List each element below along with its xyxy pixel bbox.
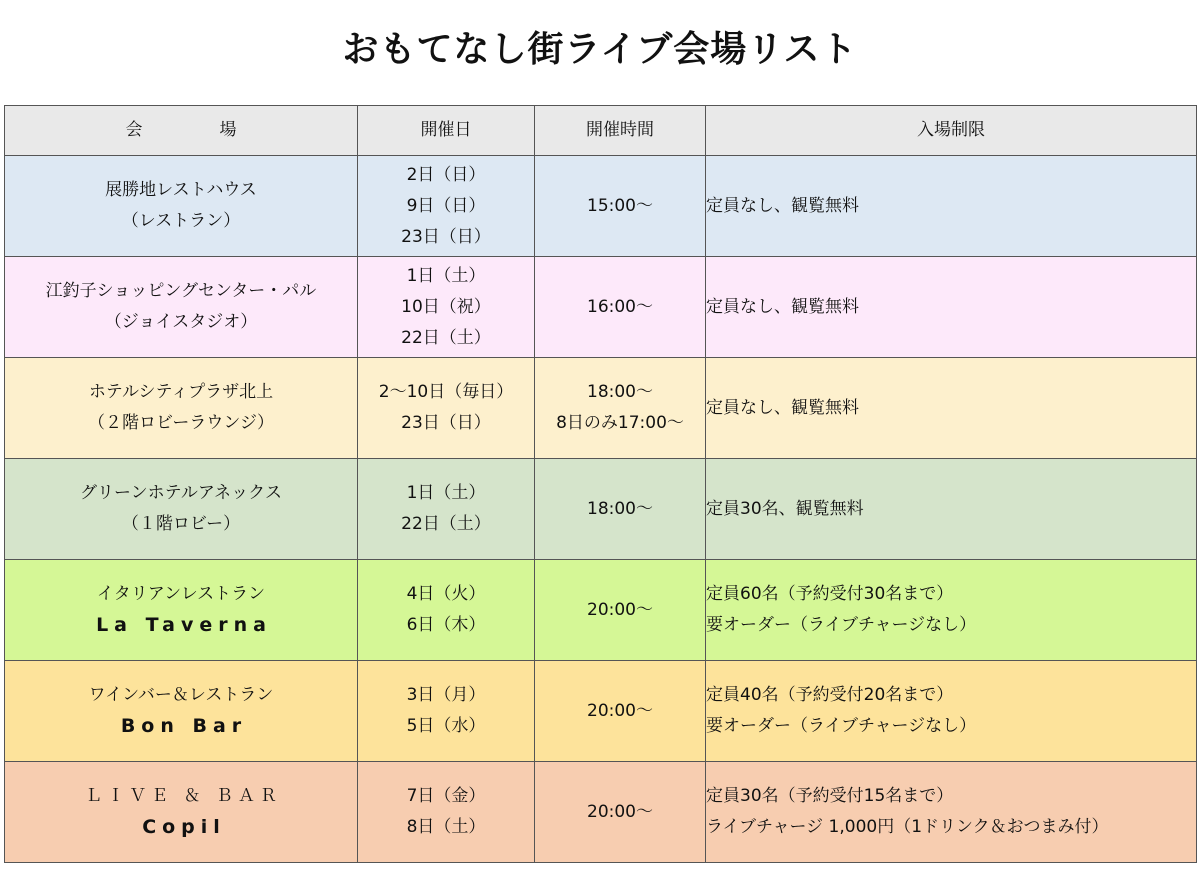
venue-cell <box>5 459 358 560</box>
date-cell <box>358 661 535 762</box>
time-entry: 18:00～ <box>587 498 653 519</box>
time-cell <box>535 661 706 762</box>
limit-entry: ライブチャージ 1,000円（1ドリンク＆おつまみ付） <box>706 817 1109 837</box>
time-entry: 20:00～ <box>587 801 653 822</box>
limit-entry: 定員なし、観覧無料 <box>706 397 859 418</box>
date-entry: 9日（日） <box>406 195 486 216</box>
time-entry: 15:00～ <box>587 195 653 216</box>
header-date: 開催日 <box>358 106 535 156</box>
venue-brand-name: Copil <box>142 816 226 838</box>
table-row <box>5 661 1197 762</box>
table-row <box>5 459 1197 560</box>
venue-name: ワインバー＆レストラン <box>88 685 274 705</box>
time-cell <box>535 762 706 863</box>
page-title: おもてなし街ライブ会場リスト <box>342 29 858 70</box>
time-cell <box>535 358 706 459</box>
venue-name: イタリアンレストラン <box>96 584 266 604</box>
limit-cell <box>706 257 1197 358</box>
venue-cell <box>5 560 358 661</box>
limit-cell <box>706 156 1197 257</box>
limit-entry: 定員30名、観覧無料 <box>706 498 864 519</box>
time-cell <box>535 156 706 257</box>
venue-name: 江釣子ショッピングセンター・パル <box>45 281 317 301</box>
date-cell <box>358 762 535 863</box>
date-entry: 23日（日） <box>401 413 491 433</box>
limit-entry: 定員40名（予約受付20名まで） <box>706 685 954 705</box>
time-cell <box>535 560 706 661</box>
date-entry: 7日（金） <box>406 786 486 806</box>
venue-subname: （レストラン） <box>121 211 241 231</box>
venue-name: ＬＩＶＥ ＆ ＢＡＲ <box>85 786 282 806</box>
venue-subname: （１階ロビー） <box>121 514 241 534</box>
date-entry: 4日（火） <box>406 584 486 604</box>
header-time: 開催時間 <box>535 106 706 156</box>
time-entry: 20:00～ <box>587 700 653 721</box>
venue-subname: （ジョイスタジオ） <box>104 312 258 332</box>
venue-brand-name: La Taverna <box>96 614 272 636</box>
time-entry: 20:00～ <box>587 599 653 620</box>
venue-name: ホテルシティプラザ北上 <box>88 382 274 402</box>
time-entry: 18:00～ <box>587 382 653 402</box>
venue-cell <box>5 156 358 257</box>
limit-cell <box>706 560 1197 661</box>
date-entry: 22日（土） <box>401 514 491 534</box>
date-entry: 22日（土） <box>401 327 491 348</box>
venue-cell <box>5 661 358 762</box>
date-entry: 5日（水） <box>406 716 486 736</box>
time-cell <box>535 459 706 560</box>
date-entry: 23日（日） <box>401 226 491 247</box>
limit-cell <box>706 358 1197 459</box>
limit-entry: 定員30名（予約受付15名まで） <box>706 786 954 806</box>
table-row <box>5 257 1197 358</box>
venue-cell <box>5 257 358 358</box>
table-row <box>5 358 1197 459</box>
header-venue: 会 場 <box>5 106 358 156</box>
date-entry: 10日（祝） <box>401 296 491 317</box>
time-cell <box>535 257 706 358</box>
limit-cell <box>706 762 1197 863</box>
limit-entry: 定員60名（予約受付30名まで） <box>706 584 954 604</box>
date-entry: 3日（月） <box>406 685 486 705</box>
time-entry: 16:00～ <box>587 296 653 317</box>
date-cell <box>358 257 535 358</box>
header-limit: 入場制限 <box>706 106 1197 156</box>
table-row <box>5 762 1197 863</box>
date-cell <box>358 459 535 560</box>
venue-cell <box>5 762 358 863</box>
date-cell <box>358 560 535 661</box>
time-entry: 8日のみ17:00～ <box>556 413 684 433</box>
venue-table <box>4 105 1197 863</box>
venue-name: グリーンホテルアネックス <box>80 483 282 503</box>
table-row <box>5 156 1197 257</box>
date-entry: 2日（日） <box>406 164 486 185</box>
limit-cell <box>706 661 1197 762</box>
venue-brand-name: Bon Bar <box>120 715 248 737</box>
venue-subname: （２階ロビーラウンジ） <box>88 413 274 433</box>
table-header-row <box>5 106 1197 156</box>
limit-entry: 定員なし、観覧無料 <box>706 195 859 216</box>
limit-entry: 定員なし、観覧無料 <box>706 296 859 317</box>
date-cell <box>358 156 535 257</box>
date-entry: 2～10日（毎日） <box>378 382 514 402</box>
limit-cell <box>706 459 1197 560</box>
date-cell <box>358 358 535 459</box>
table-row <box>5 560 1197 661</box>
limit-entry: 要オーダー（ライブチャージなし） <box>706 615 977 635</box>
date-entry: 1日（土） <box>406 483 486 503</box>
venue-name: 展勝地レストハウス <box>105 180 257 200</box>
date-entry: 6日（木） <box>406 615 486 635</box>
date-entry: 8日（土） <box>406 817 486 837</box>
limit-entry: 要オーダー（ライブチャージなし） <box>706 716 977 736</box>
venue-cell <box>5 358 358 459</box>
date-entry: 1日（土） <box>406 265 486 286</box>
